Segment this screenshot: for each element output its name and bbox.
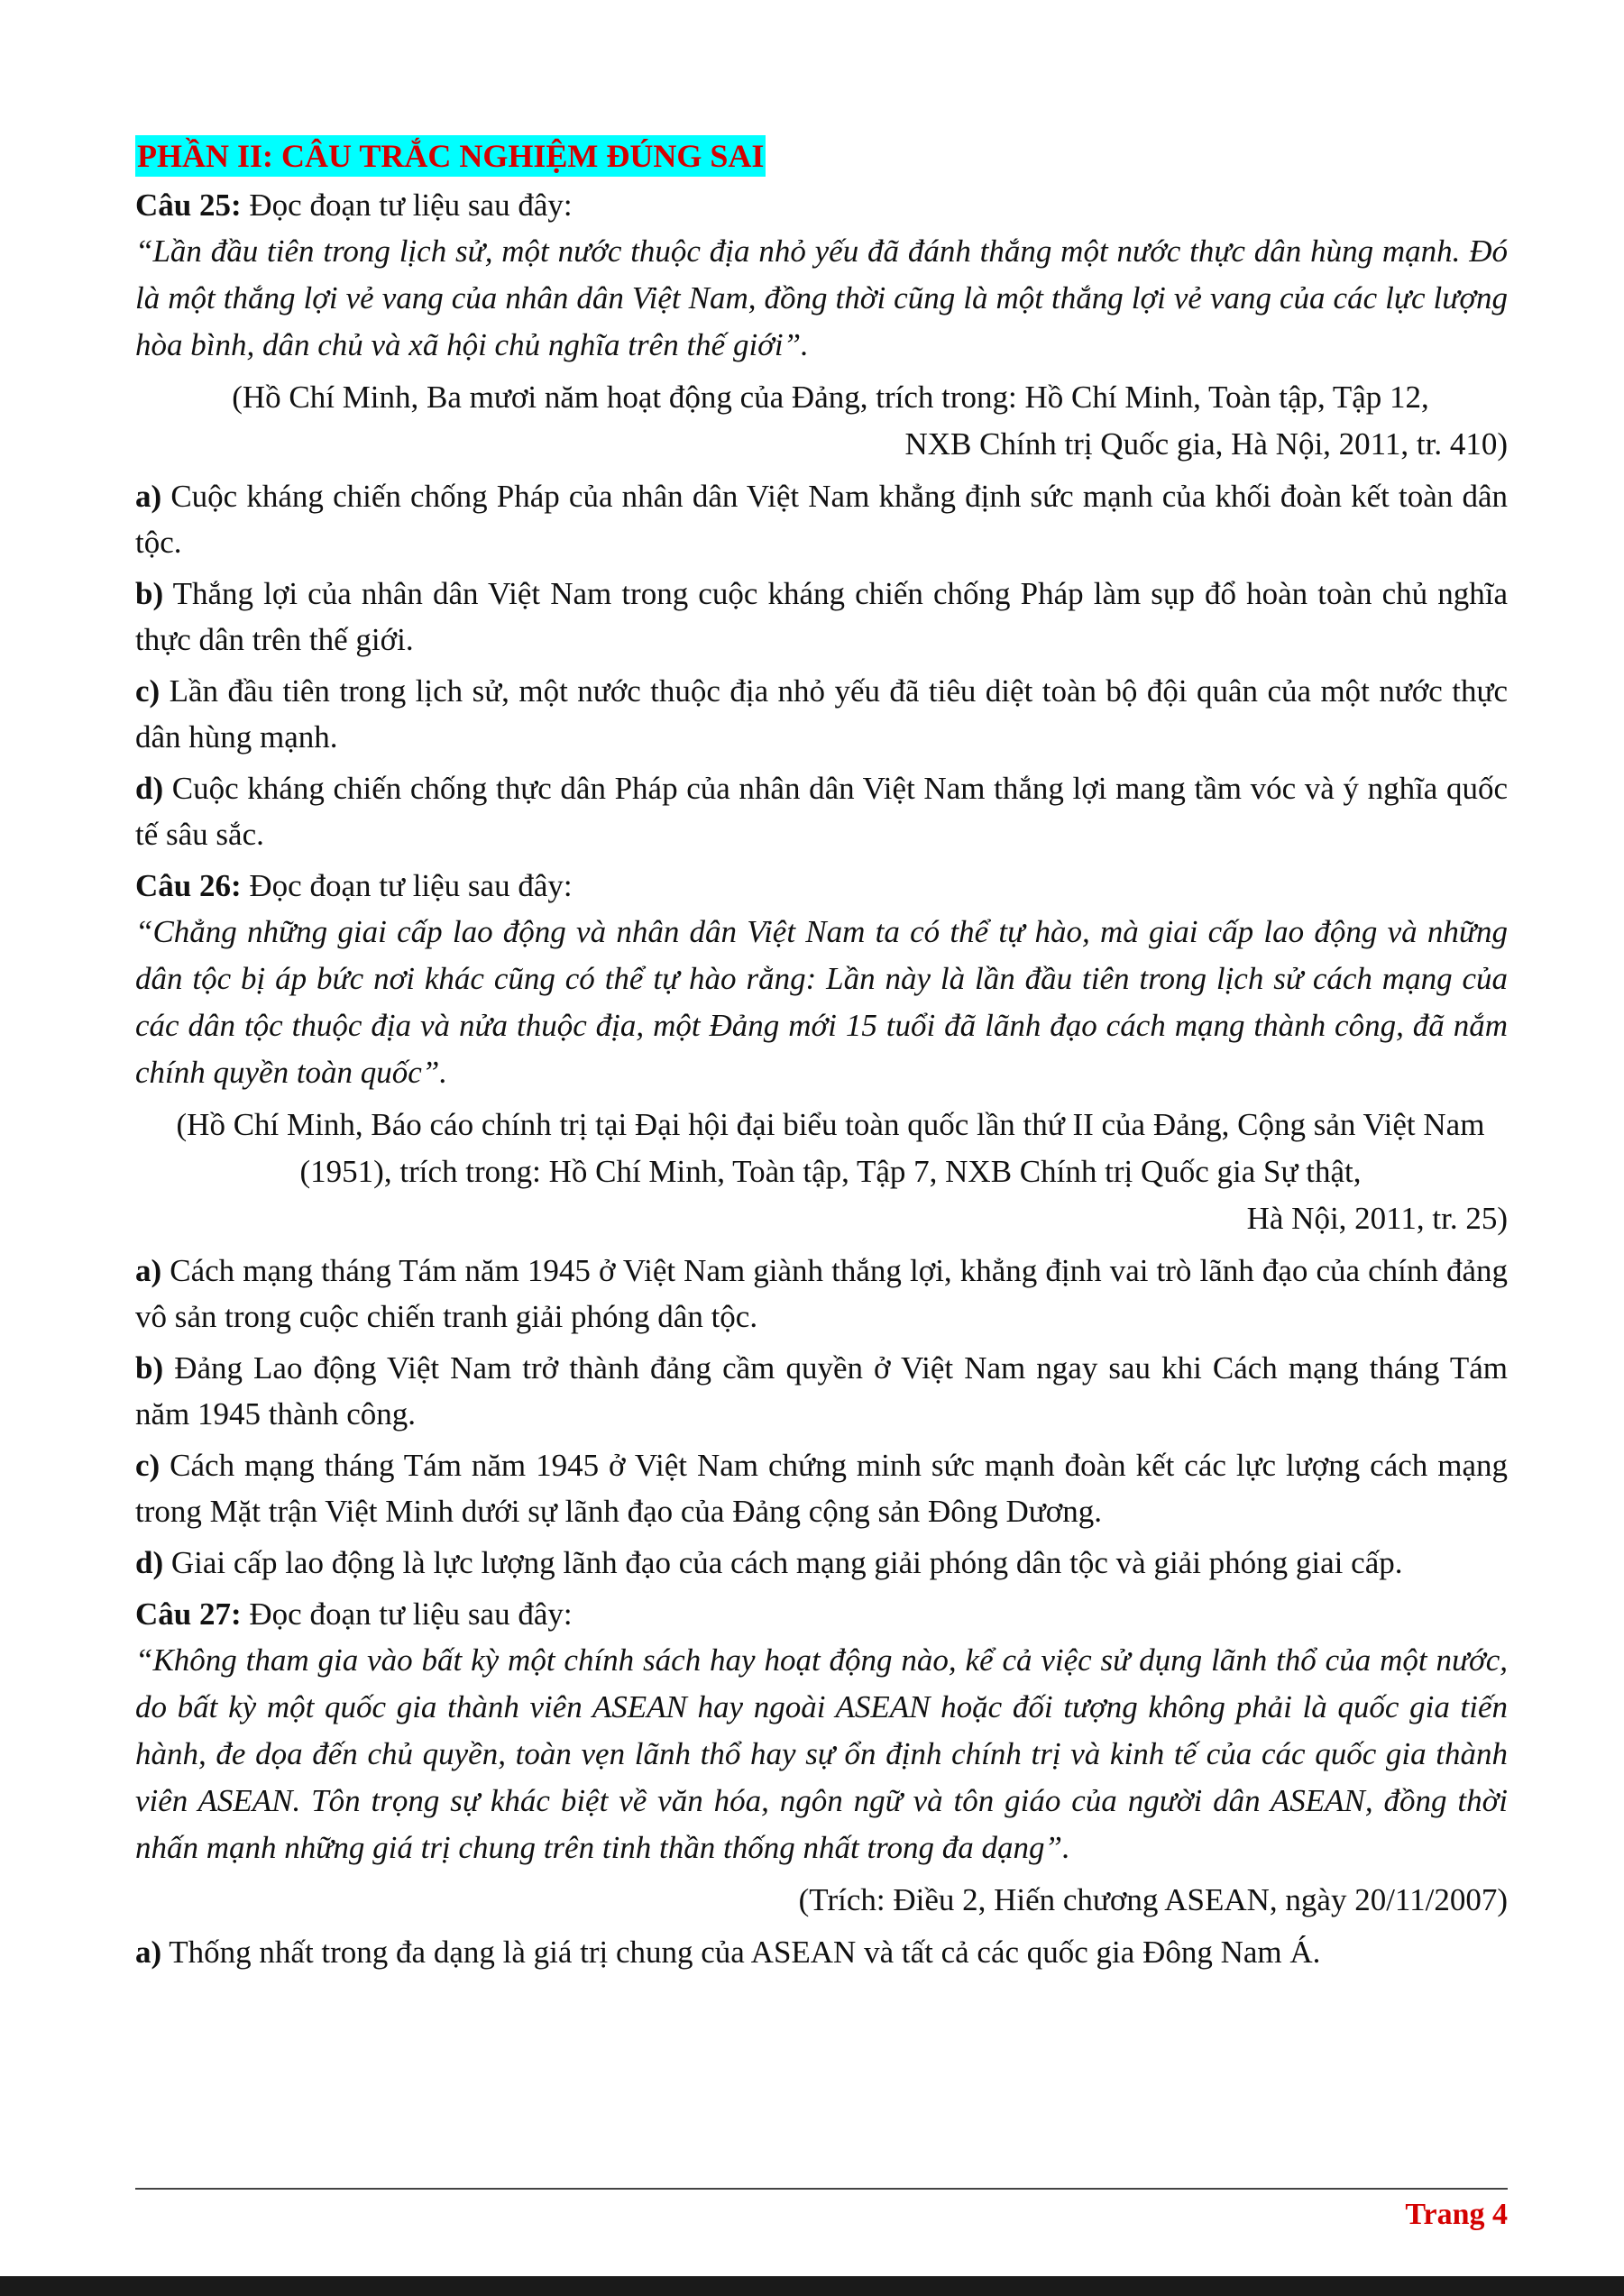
question-prompt: Đọc đoạn tư liệu sau đây: bbox=[249, 1596, 573, 1632]
quote-text: “Lần đầu tiên trong lịch sử, một nước thuộc địa nhỏ yếu đã đánh thắng một nước thực dân hùng mạnh. Đó là một thắng lợi vẻ vang của nhân dân Việt Nam, đồng thời cũng là một thắng lợi vẻ vang của các lực lượng hòa bình, dân chủ và xã hội chủ nghĩa trên thế giới”. bbox=[135, 233, 1508, 362]
statement-key: c) bbox=[135, 673, 161, 709]
source-line: (Trích: Điều 2, Hiến chương ASEAN, ngày 20/11/2007) bbox=[798, 1882, 1508, 1917]
statement-key: d) bbox=[135, 771, 164, 806]
footer-divider bbox=[135, 2188, 1508, 2190]
statement-c bbox=[135, 668, 1508, 760]
question-number: Câu 26: bbox=[135, 868, 242, 903]
question-number: Câu 25: bbox=[135, 188, 242, 223]
section-title: PHẦN II: CÂU TRẮC NGHIỆM ĐÚNG SAI bbox=[135, 135, 766, 177]
quote-source bbox=[135, 1102, 1508, 1242]
statement-key: a) bbox=[135, 1253, 162, 1288]
quote-text: “Chẳng những giai cấp lao động và nhân dân Việt Nam ta có thể tự hào, mà giai cấp lao động và những dân tộc bị áp bức nơi khác cũng có thể tự hào rằng: Lần này là lần đầu tiên trong lịch sử cách mạng của các dân tộc thuộc địa và nửa thuộc địa, một Đảng mới 15 tuổi đã lãnh đạo cách mạng thành công, đã nắm chính quyền toàn quốc”. bbox=[135, 914, 1508, 1090]
document-page bbox=[135, 135, 1508, 1980]
statement-b bbox=[135, 571, 1508, 663]
statement-text: Cuộc kháng chiến chống Pháp của nhân dân Việt Nam khẳng định sức mạnh của khối đoàn kết toàn dân tộc. bbox=[135, 479, 1508, 560]
question-26 bbox=[135, 863, 1508, 909]
statement-text: Thắng lợi của nhân dân Việt Nam trong cuộc kháng chiến chống Pháp làm sụp đổ hoàn toàn chủ nghĩa thực dân trên thế giới. bbox=[135, 576, 1508, 657]
quote-source bbox=[135, 1877, 1508, 1924]
statement-key: a) bbox=[135, 479, 162, 514]
source-line: Hà Nội, 2011, tr. 25) bbox=[1246, 1201, 1508, 1236]
source-line: (Hồ Chí Minh, Ba mươi năm hoạt động của Đảng, trích trong: Hồ Chí Minh, Toàn tập, Tập 12, bbox=[232, 380, 1429, 415]
statement-key: c) bbox=[135, 1448, 161, 1483]
page-number: Trang 4 bbox=[1405, 2198, 1508, 2231]
source-line: NXB Chính trị Quốc gia, Hà Nội, 2011, tr. 410) bbox=[904, 426, 1508, 462]
statement-a bbox=[135, 473, 1508, 565]
scan-bottom-edge bbox=[0, 2276, 1624, 2296]
statement-a bbox=[135, 1929, 1508, 1975]
statement-d bbox=[135, 765, 1508, 857]
statement-b bbox=[135, 1345, 1508, 1437]
question-27 bbox=[135, 1591, 1508, 1637]
statement-text: Cách mạng tháng Tám năm 1945 ở Việt Nam giành thắng lợi, khẳng định vai trò lãnh đạo của chính đảng vô sản trong cuộc chiến tranh giải phóng dân tộc. bbox=[135, 1253, 1509, 1334]
quote-source bbox=[135, 374, 1508, 468]
statement-key: a) bbox=[135, 1935, 162, 1970]
statement-key: b) bbox=[135, 1350, 164, 1386]
statement-key: b) bbox=[135, 576, 164, 611]
source-line: (Hồ Chí Minh, Báo cáo chính trị tại Đại hội đại biểu toàn quốc lần thứ II của Đảng, Cộng sản Việt Nam (1951), trích trong: Hồ Chí Minh, Toàn tập, Tập 7, NXB Chính trị Quốc gia Sự thật, bbox=[176, 1107, 1485, 1189]
statement-text: Đảng Lao động Việt Nam trở thành đảng cầm quyền ở Việt Nam ngay sau khi Cách mạng tháng Tám năm 1945 thành công. bbox=[135, 1350, 1508, 1432]
statement-text: Cách mạng tháng Tám năm 1945 ở Việt Nam chứng minh sức mạnh đoàn kết các lực lượng cách mạng trong Mặt trận Việt Minh dưới sự lãnh đạo của Đảng cộng sản Đông Dương. bbox=[135, 1448, 1508, 1529]
statement-key: d) bbox=[135, 1545, 164, 1580]
quote-text: “Không tham gia vào bất kỳ một chính sách hay hoạt động nào, kể cả việc sử dụng lãnh thổ của một nước, do bất kỳ một quốc gia thành viên ASEAN hay ngoài ASEAN hoặc đối tượng không phải là quốc gia tiến hành, đe dọa đến chủ quyền, toàn vẹn lãnh thổ hay sự ổn định chính trị và kinh tế của các quốc gia thành viên ASEAN. Tôn trọng sự khác biệt về văn hóa, ngôn ngữ và tôn giáo của người dân ASEAN, đồng thời nhấn mạnh những giá trị chung trên tinh thần thống nhất trong đa dạng”. bbox=[135, 1642, 1508, 1865]
statement-text: Thống nhất trong đa dạng là giá trị chung của ASEAN và tất cả các quốc gia Đông Nam Á. bbox=[169, 1935, 1321, 1970]
statement-d bbox=[135, 1540, 1508, 1586]
statement-c bbox=[135, 1442, 1508, 1534]
question-prompt: Đọc đoạn tư liệu sau đây: bbox=[249, 868, 573, 903]
statement-a bbox=[135, 1248, 1508, 1340]
question-prompt: Đọc đoạn tư liệu sau đây: bbox=[249, 188, 573, 223]
statement-text: Cuộc kháng chiến chống thực dân Pháp của nhân dân Việt Nam thắng lợi mang tầm vóc và ý nghĩa quốc tế sâu sắc. bbox=[135, 771, 1508, 852]
statement-text: Lần đầu tiên trong lịch sử, một nước thuộc địa nhỏ yếu đã tiêu diệt toàn bộ đội quân của một nước thực dân hùng mạnh. bbox=[135, 673, 1508, 755]
question-number: Câu 27: bbox=[135, 1596, 242, 1632]
statement-text: Giai cấp lao động là lực lượng lãnh đạo của cách mạng giải phóng dân tộc và giải phóng giai cấp. bbox=[170, 1545, 1403, 1580]
question-25 bbox=[135, 182, 1508, 228]
